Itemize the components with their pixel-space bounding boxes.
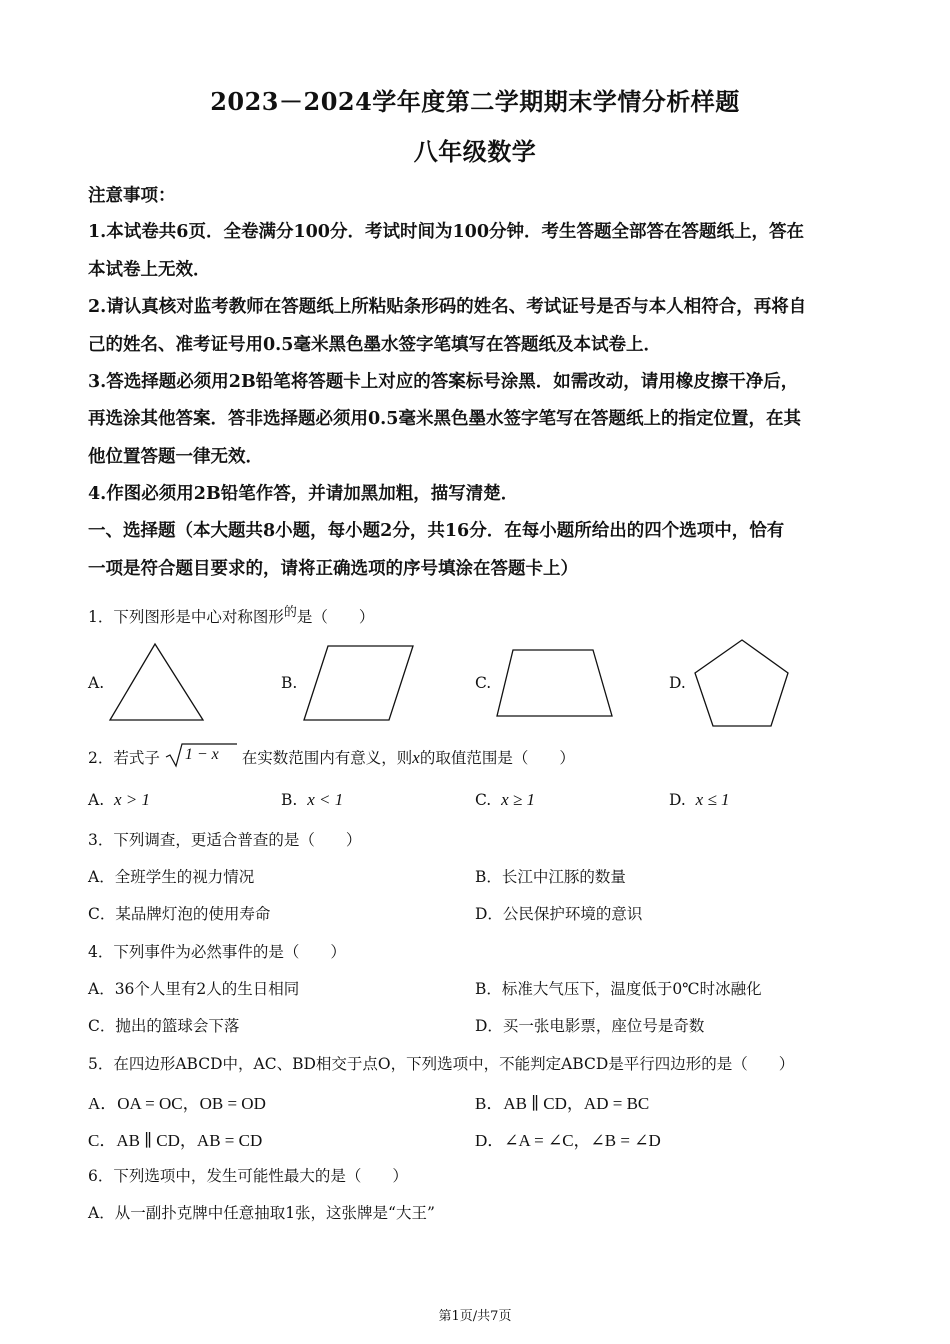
question-1-stem [88,601,374,627]
q2-option-expr: x ≤ 1 [695,790,730,809]
parallelogram-figure [301,642,417,724]
q2-stem-c: 的取值范围是（ ） [419,749,575,767]
notice-line: 3.答选择题必须用2B铅笔将答题卡上对应的答案标号涂黑．如需改动，请用橡皮擦干净后， [88,372,799,392]
notice-line: 本试卷上无效． [88,260,211,280]
q5-option-c: C．AB ∥ CD，AB = CD [88,1131,263,1150]
q2-stem-b: 在实数范围内有意义，则 [241,749,413,767]
exam-title: 2023－2024学年度第二学期期末学情分析样题 [210,87,740,116]
q2-option-expr: x < 1 [307,790,344,809]
q2-option-c [475,790,535,810]
q1-option-d-label: D. [669,674,686,692]
q2-option-label: B. [281,791,298,809]
notice-line: 4.作图必须用2B铅笔作答，并请加黑加粗，描写清楚． [88,484,519,504]
section-heading: 一项是符合题目要求的，请将正确选项的序号填涂在答题卡上） [88,559,578,579]
sqrt-expression [165,746,237,772]
q1-option-c-label: C. [475,674,492,692]
q3-option-b: B．长江中江豚的数量 [475,868,626,886]
notice-line: 再选涂其他答案．答非选择题必须用0.5毫米黑色墨水签字笔写在答题纸上的指定位置，在其 [88,409,801,429]
notice-line: 他位置答题一律无效． [88,447,263,467]
exam-subtitle: 八年级数学 [413,137,537,166]
notice-line: 2.请认真核对监考教师在答题纸上所粘贴条形码的姓名、考试证号是否与本人相符合，再将自 [88,297,807,317]
pentagon-figure [691,636,793,730]
q6-option-a: A．从一副扑克牌中任意抽取1张，这张牌是“大王” [88,1204,435,1222]
triangle-figure [106,640,208,724]
q3-option-a: A．全班学生的视力情况 [88,868,255,886]
q2-option-expr: x > 1 [113,790,151,809]
q2-option-label: C. [475,791,492,809]
q2-var: x [412,748,420,767]
q5-option-d: D．∠A = ∠C，∠B = ∠D [475,1131,661,1150]
q3-option-d: D．公民保护环境的意识 [475,905,643,923]
radicand: 1 − x [184,746,219,763]
q4-option-d: D．买一张电影票，座位号是奇数 [475,1017,705,1035]
question-6-stem: 6．下列选项中，发生可能性最大的是（ ） [88,1167,408,1185]
q5-option-b: B．AB ∥ CD，AD = BC [475,1094,650,1113]
q3-option-c: C．某品牌灯泡的使用寿命 [88,905,271,923]
q2-option-b [281,790,343,810]
q4-option-c: C．抛出的篮球会下落 [88,1017,240,1035]
question-4-stem: 4．下列事件为必然事件的是（ ） [88,943,346,961]
q4-option-a: A．36个人里有2人的生日相同 [88,980,300,998]
notice-line: 1.本试卷共6页．全卷满分100分．考试时间为100分钟．考生答题全部答在答题纸上，答在 [88,222,805,242]
q1-stem-b: 是（ ） [296,608,375,627]
notice-line: 己的姓名、准考证号用0.5毫米黑色墨水签字笔填写在答题纸及本试卷上． [88,335,661,355]
q1-option-a-label: A. [88,674,105,692]
trapezoid-figure [494,646,616,720]
notice-heading: 注意事项： [88,186,176,206]
q4-option-b: B．标准大气压下，温度低于0℃时冰融化 [475,980,762,998]
q2-option-d [669,790,730,810]
question-5-stem: 5．在四边形ABCD中，AC、BD相交于点O，下列选项中，不能判定ABCD是平行四边形的是（ ） [88,1055,795,1073]
page-footer: 第1页/共7页 [438,1309,512,1324]
q2-option-expr: x ≥ 1 [501,790,535,809]
section-heading: 一、选择题（本大题共8小题，每小题2分，共16分．在每小题所给出的四个选项中，恰有 [88,521,785,541]
q2-option-label: D. [669,791,686,809]
q5-option-a: A．OA = OC，OB = OD [88,1094,266,1113]
question-3-stem: 3．下列调查，更适合普查的是（ ） [88,831,362,849]
q2-option-label: A. [88,791,105,809]
q1-option-b-label: B. [281,674,298,692]
q2-option-a [88,790,150,810]
q1-stem-sup: 的 [283,605,297,620]
q2-stem-a: 2．若式子 [88,749,160,767]
q1-stem-a: 1．下列图形是中心对称图形 [88,608,284,627]
question-2-stem [88,746,575,772]
